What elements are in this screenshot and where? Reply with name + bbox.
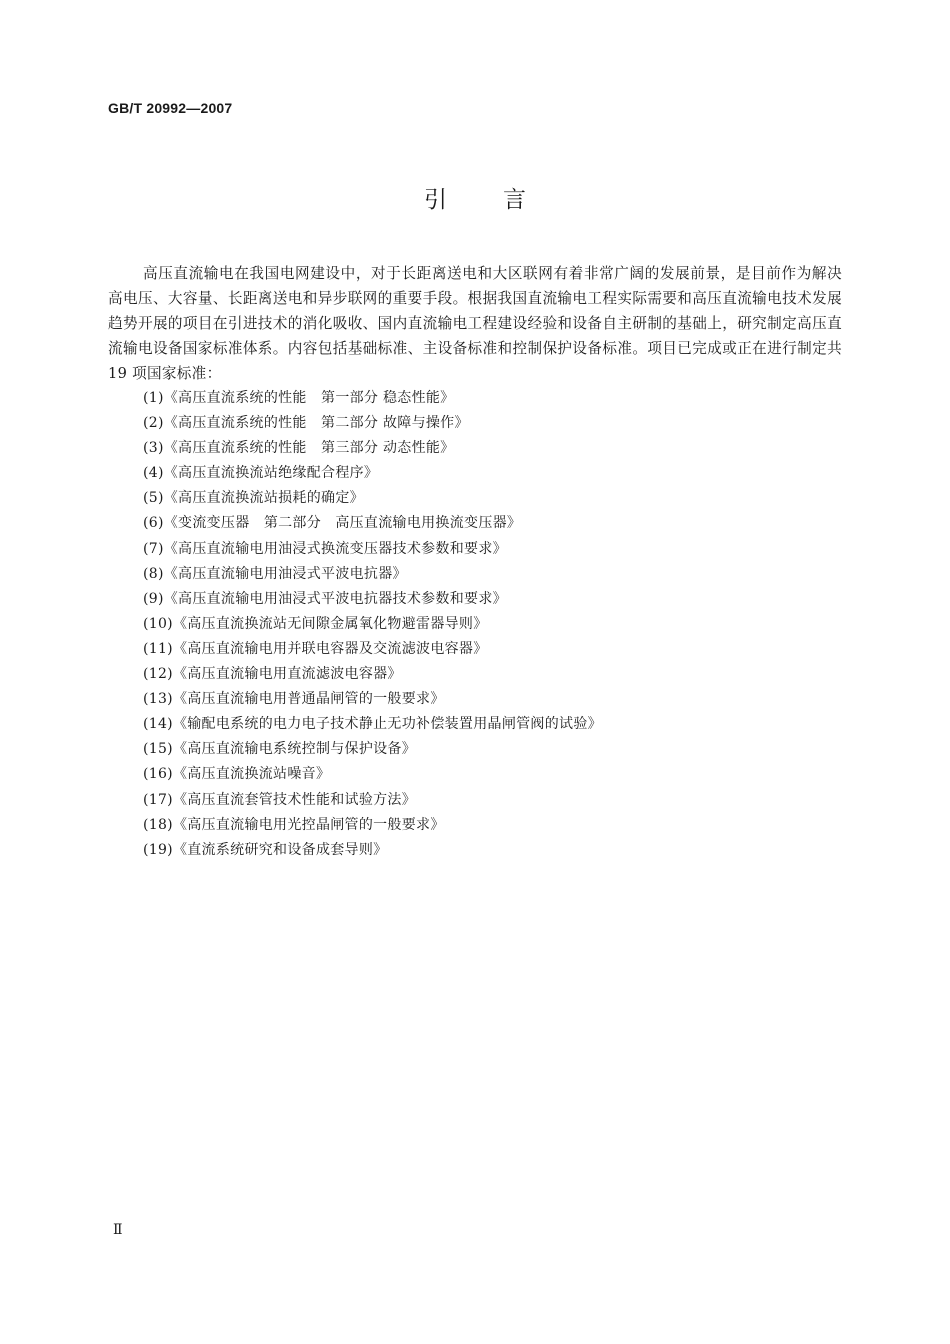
list-item: (15)《高压直流输电系统控制与保护设备》 — [143, 741, 417, 758]
list-item: (12)《高压直流输电用直流滤波电容器》 — [143, 666, 402, 683]
list-item: (3)《高压直流系统的性能 第三部分 动态性能》 — [143, 440, 455, 457]
list-item: (8)《高压直流输电用油浸式平波电抗器》 — [143, 565, 407, 582]
list-item: (5)《高压直流换流站损耗的确定》 — [143, 490, 364, 507]
list-item: (16)《高压直流换流站噪音》 — [143, 766, 331, 783]
page-title: 引言 — [424, 187, 582, 213]
list-item: (7)《高压直流输电用油浸式换流变压器技术参数和要求》 — [143, 540, 507, 557]
list-item: (9)《高压直流输电用油浸式平波电抗器技术参数和要求》 — [143, 590, 507, 607]
intro-paragraph: 高压直流输电在我国电网建设中，对于长距离送电和大区联网有着非常广阔的发展前景，是目前作为解决高电压、大容量、长距离送电和异步联网的重要手段。根据我国直流输电工程实际需要和高压直流输电技术发展趋势开展的项目在引进技术的消化吸收、国内直流输电工程建设经验和设备自主研制的基础上，研究制定高压直流输电设备国家标准体系。内容包括基础标准、主设备标准和控制保护设备标准。项目已完成或正在进行制定共 19 项国家标准： — [108, 265, 842, 382]
list-item: (2)《高压直流系统的性能 第二部分 故障与操作》 — [143, 415, 469, 432]
page-number: Ⅱ — [113, 1222, 123, 1238]
list-item: (18)《高压直流输电用光控晶闸管的一般要求》 — [143, 816, 445, 833]
list-item: (11)《高压直流输电用并联电容器及交流滤波电容器》 — [143, 640, 488, 657]
list-item: (6)《变流变压器 第二部分 高压直流输电用换流变压器》 — [143, 515, 522, 532]
list-item: (4)《高压直流换流站绝缘配合程序》 — [143, 465, 379, 482]
list-item: (1)《高压直流系统的性能 第一部分 稳态性能》 — [143, 390, 455, 406]
standards-list — [108, 386, 842, 863]
standard-code: GB/T 20992—2007 — [108, 100, 233, 116]
document-body — [108, 261, 842, 863]
list-item: (10)《高压直流换流站无间隙金属氧化物避雷器导则》 — [143, 615, 488, 632]
list-item: (14)《输配电系统的电力电子技术静止无功补偿装置用晶闸管阀的试验》 — [143, 716, 602, 733]
list-item: (17)《高压直流套管技术性能和试验方法》 — [143, 791, 417, 808]
list-item: (19)《直流系统研究和设备成套导则》 — [143, 841, 388, 858]
list-item: (13)《高压直流输电用普通晶闸管的一般要求》 — [143, 691, 445, 708]
